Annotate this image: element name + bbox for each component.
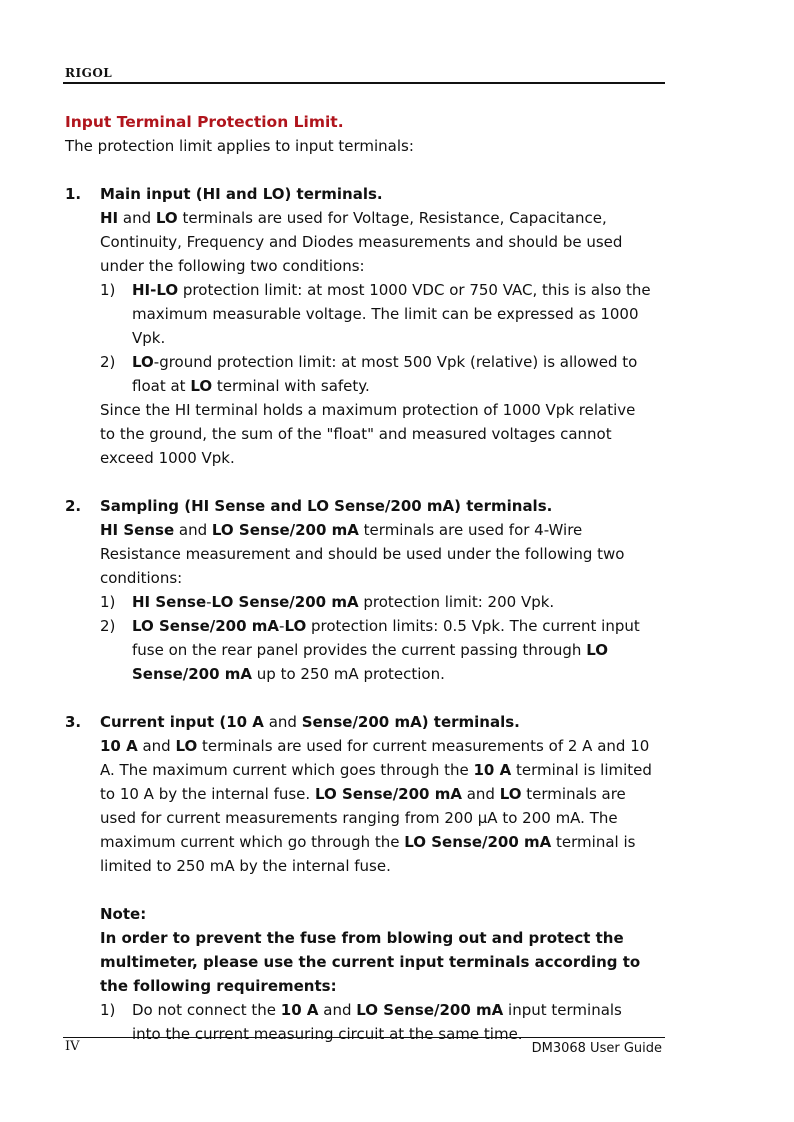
- item-title: Sampling (HI Sense and LO Sense/200 mA) terminals.: [100, 497, 553, 515]
- section-title: Input Terminal Protection Limit.: [65, 113, 344, 131]
- footer-page-number: IV: [65, 1039, 80, 1054]
- footer-guide-title: DM3068 User Guide: [531, 1041, 662, 1056]
- item-number: 3.: [65, 713, 82, 731]
- item-title: Current input (10 A and Sense/200 mA) terminals.: [100, 713, 520, 731]
- sub-item: 2) LO-ground protection limit: at most 500 Vpk (relative) is allowed to float at LO terminal with safety.: [100, 353, 638, 395]
- sub-item: 1) HI Sense-LO Sense/200 mA protection limit: 200 Vpk.: [100, 593, 555, 611]
- note-body: In order to prevent the fuse from blowing out and protect the multimeter, please use the current input terminals according to the following requirements:: [100, 929, 641, 995]
- list-item-3: [65, 710, 655, 1046]
- item-description: 10 A and LO terminals are used for current measurements of 2 A and 10 A. The maximum current which goes through the 10 A terminal is limited to 10 A by the internal fuse. LO Sense/200 mA and LO terminals are used for current measurements ranging from 200 μA to 200 mA. The maximum current which go through the LO Sense/200 mA terminal is limited to 250 mA by the internal fuse.: [100, 737, 652, 875]
- sub-item: 2) LO Sense/200 mA-LO protection limits: 0.5 Vpk. The current input fuse on the rear panel provides the current passing through LO Sense/200 mA up to 250 mA protection.: [100, 617, 640, 683]
- item-description: HI and LO terminals are used for Voltage, Resistance, Capacitance, Continuity, Frequency and Diodes measurements and should be used under the following two conditions:: [100, 209, 623, 275]
- item-extra-note: Since the HI terminal holds a maximum protection of 1000 Vpk relative to the ground, the sum of the "float" and measured voltages cannot exceed 1000 Vpk.: [100, 401, 636, 467]
- header-rule: [63, 82, 665, 84]
- note-heading: Note:: [100, 905, 147, 923]
- footer-rule: [63, 1037, 665, 1038]
- list-item-2: [65, 494, 655, 686]
- sub-item: 1) HI-LO protection limit: at most 1000 VDC or 750 VAC, this is also the maximum measurable voltage. The limit can be expressed as 1000 Vpk.: [100, 281, 651, 347]
- note-sub-item: 1) Do not connect the 10 A and LO Sense/200 mA input terminals into the current measuring circuit at the same time.: [100, 1001, 622, 1043]
- item-title: Main input (HI and LO) terminals.: [100, 185, 383, 203]
- section-intro: The protection limit applies to input terminals:: [65, 137, 414, 155]
- list-item-1: [65, 182, 655, 470]
- item-number: 1.: [65, 185, 82, 203]
- item-description: HI Sense and LO Sense/200 mA terminals are used for 4-Wire Resistance measurement and should be used under the following two conditions:: [100, 521, 625, 587]
- item-number: 2.: [65, 497, 82, 515]
- page-content: [65, 110, 655, 1046]
- header-brand: RIGOL: [65, 66, 113, 80]
